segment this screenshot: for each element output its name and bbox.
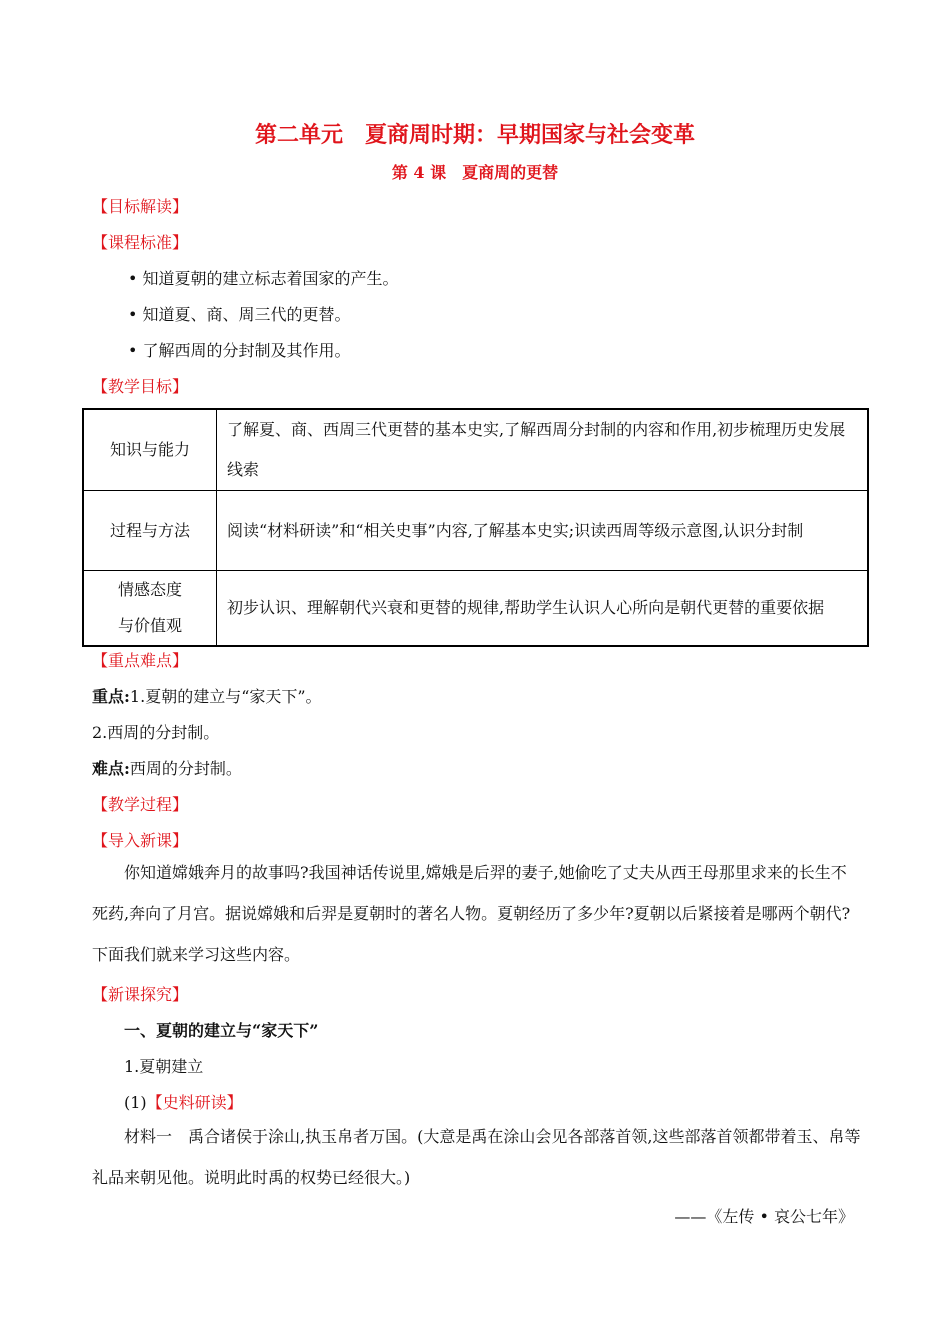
section-goal-reading: 【目标解读】 <box>92 197 189 216</box>
material-source: ——《左传 • 哀公七年》 <box>674 1207 854 1226</box>
section-curriculum-standard: 【课程标准】 <box>92 233 189 252</box>
standard-item-1: • 知道夏朝的建立标志着国家的产生。 <box>128 269 399 288</box>
table-row <box>83 571 868 646</box>
explore-item-label: 【史料研读】 <box>146 1093 243 1112</box>
material-paragraph <box>92 1116 862 1198</box>
lesson-title: 第 4 课 夏商周的更替 <box>391 163 559 182</box>
goal-label-knowledge: 知识与能力 <box>83 409 217 491</box>
explore-subheading: 1.夏朝建立 <box>124 1057 204 1076</box>
section-intro: 【导入新课】 <box>92 831 189 850</box>
goal-label-emotion <box>83 571 217 646</box>
table-row <box>83 491 868 571</box>
intro-paragraph: 你知道嫦娥奔月的故事吗?我国神话传说里,嫦娥是后羿的妻子,她偷吃了丈夫从西王母那里求来的长生不死药,奔向了月宫。据说嫦娥和后羿是夏朝时的著名人物。夏朝经历了多少年?夏朝以后紧接着是哪两个朝代?下面我们就来学习这些内容。 <box>92 863 851 964</box>
goal-label-process: 过程与方法 <box>83 491 217 571</box>
goal-text-process: 阅读“材料研读”和“相关史事”内容,了解基本史实;识读西周等级示意图,认识分封制 <box>217 491 869 571</box>
section-teaching-goals: 【教学目标】 <box>92 377 189 396</box>
explore-heading: 一、夏朝的建立与“家天下” <box>124 1021 319 1040</box>
unit-title: 第二单元 夏商周时期：早期国家与社会变革 <box>254 122 695 148</box>
key-label: 重点: <box>92 687 130 706</box>
goal-text-knowledge: 了解夏、商、西周三代更替的基本史实,了解西周分封制的内容和作用,初步梳理历史发展线索 <box>217 409 869 491</box>
difficult-point: 西周的分封制。 <box>129 759 242 778</box>
goal-text-emotion: 初步认识、理解朝代兴衰和更替的规律,帮助学生认识人心所向是朝代更替的重要依据 <box>217 571 869 646</box>
difficult-label: 难点: <box>92 759 130 778</box>
key-point-line <box>92 684 322 707</box>
section-key-difficult: 【重点难点】 <box>92 651 189 670</box>
goal-label-emotion-line2: 与价值观 <box>117 615 182 635</box>
standard-item-3: • 了解西周的分封制及其作用。 <box>128 341 351 360</box>
material-label: 材料一 <box>124 1127 173 1146</box>
teaching-goals-table <box>82 408 869 647</box>
section-explore: 【新课探究】 <box>92 985 189 1004</box>
table-row <box>83 409 868 491</box>
explore-item <box>124 1090 243 1113</box>
explore-item-number: (1) <box>124 1093 147 1112</box>
difficult-point-line <box>92 756 242 779</box>
material-text: 禹合诸侯于涂山,执玉帛者万国。(大意是禹在涂山会见各部落首领,这些部落首领都带着玉、帛等礼品来朝见他。说明此时禹的权势已经很大。) <box>92 1127 861 1187</box>
key-point-2: 2.西周的分封制。 <box>92 723 220 742</box>
key-point-1: 1.夏朝的建立与“家天下”。 <box>129 687 322 706</box>
standard-item-2: • 知道夏、商、周三代的更替。 <box>128 305 351 324</box>
section-teaching-process: 【教学过程】 <box>92 795 189 814</box>
goal-label-emotion-line1: 情感态度 <box>117 579 182 599</box>
